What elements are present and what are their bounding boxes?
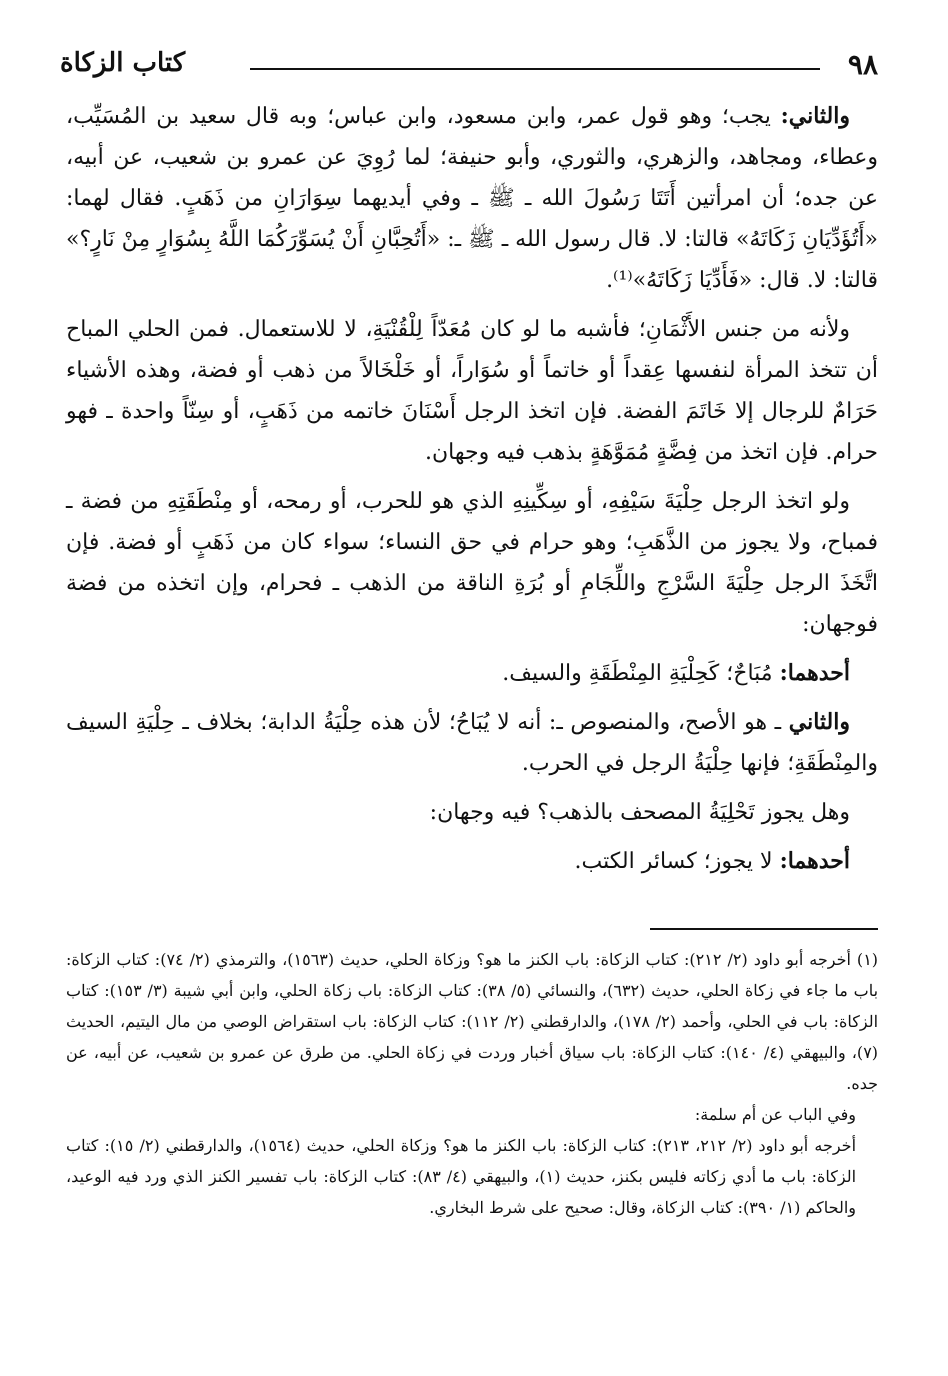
paragraph-1 (66, 96, 878, 301)
paragraph-7-text: لا يجوز؛ كسائر الكتب. (574, 849, 780, 874)
footnote-1-continuation: أخرجه أبو داود (٢/ ٢١٢، ٢١٣): كتاب الزكاة: باب الكنز ما هو؟ وزكاة الحلي، حديث (١٥٦٤)، والدارقطني (٢/ ١٥): كتاب الزكاة: باب ما أدي زكاته فليس بكنز، حديث (١)، والبيهقي (٤/ ٨٣): كتاب الزكاة: باب تفسير الكنز الذي ورد فيه الوعيد، والحاكم (١/ ٣٩٠): كتاب الزكاة، وقال: صحيح على شرط البخاري. (66, 1136, 857, 1217)
paragraph-5-text: ـ هو الأصح، والمنصوص ـ: أنه لا يُبَاحُ؛ لأن هذه حِلْيَةُ الدابة؛ بخلاف ـ حِلْيَةِ السيف والمِنْطَقَةِ؛ فإنها حِلْيَةُ الرجل في الحرب. (66, 710, 878, 776)
footnotes (66, 944, 878, 1223)
footnote-rule (650, 928, 878, 930)
paragraph-2: ولأنه من جنس الأَثْمَانِ؛ فأشبه ما لو كان مُعَدّاً لِلْقُنْيَةِ، لا للاستعمال. فمن الحلي المباح أن تتخذ المرأة لنفسها عِقداً أو خاتماً أو سُوَاراً، أو خَلْخَالاً من ذهب أو فضة، وهذه الأشياء حَرَامٌ للرجال إلا خَاتَمَ الفضة. فإن اتخذ الرجل أَسْنَانَ خاتمه من ذَهَبٍ، أو سِنّاً واحدة ـ فهو حرام. فإن اتخذ من فِضَّةٍ مُمَوَّهَةٍ بذهب فيه وجهان. (66, 317, 878, 465)
paragraph-5-lead: والثاني (788, 709, 850, 735)
running-title: كتاب الزكاة (60, 48, 186, 78)
paragraph-5 (66, 702, 878, 784)
paragraph-4-text: مُبَاحٌ؛ كَحِلْيَةِ المِنْطَقَةِ والسيف. (502, 661, 780, 686)
footnote-1: (١) أخرجه أبو داود (٢/ ٢١٢): كتاب الزكاة: باب الكنز ما هو؟ وزكاة الحلي، حديث (١٥٦٣)، والترمذي (٢/ ٧٤): كتاب الزكاة: باب ما جاء في زكاة الحلي، حديث (٦٣٢)، والنسائي (٥/ ٣٨): كتاب الزكاة: باب زكاة الحلي، وابن أبي شيبة (٣/ ١٥٣): كتاب الزكاة: باب في الحلي، وأحمد (٢/ ١٧٨)، والدارقطني (٢/ ١١٢): كتاب الزكاة: باب استقراض الوصي من مال اليتيم، الحديث (٧)، والبيهقي (٤/ ١٤٠): كتاب الزكاة: باب سياق أخبار وردت في زكاة الحلي. من طرق عن عمرو بن شعيب، عن أبيه، عن جده. (66, 950, 879, 1093)
paragraph-7-lead: أحدهما: (779, 848, 850, 874)
paragraph-1-text: يجب؛ وهو قول عمر، وابن مسعود، وابن عباس؛ وبه قال سعيد بن المُسَيِّب، وعطاء، ومجاهد، والزهري، والثوري، وأبو حنيفة؛ لما رُوِيَ عن عمرو بن شعيب، عن أبيه، عن جده؛ أن امرأتين أَتَتَا رَسُولَ الله ـ ﷺ ـ وفي أيديهما سِوَارَانِ من ذَهَبٍ. فقال لهما: «أَتُؤَدِّيَانِ زَكَاتَهُ» قالتا: لا. قال رسول الله ـ ﷺ ـ: «أَتُحِبَّانِ أَنْ يُسَوِّرَكُمَا اللَّهُ بِسُوَارٍ مِنْ نَارٍ؟» قالتا: لا. قال: «فَأَدِّيَا زَكَاتَهُ»⁽¹⁾. (66, 104, 878, 293)
header-rule (250, 68, 820, 70)
paragraph-6: وهل يجوز تَحْلِيَةُ المصحف بالذهب؟ فيه وجهان: (429, 800, 850, 825)
paragraph-1-lead: والثاني: (780, 103, 850, 129)
paragraph-4-lead: أحدهما: (779, 660, 850, 686)
main-text (66, 96, 878, 890)
paragraph-7 (66, 841, 878, 882)
paragraph-3: ولو اتخذ الرجل حِلْيَةَ سَيْفِهِ، أو سِكِّينِهِ الذي هو للحرب، أو رمحه، أو مِنْطَقَتِهِ من فضة ـ فمباح، ولا يجوز من الذَّهَبِ؛ وهو حرام في حق النساء؛ سواء كان من ذَهَبٍ أو فضة. فإن اتَّخَذَ الرجل حِلْيَةَ السَّرْجِ واللِّجَامِ أو بُرَةِ الناقة من الذهب ـ فحرام، وإن اتخذه من فضة فوجهان: (66, 489, 878, 637)
page-number: ٩٨ (847, 48, 878, 81)
page-header (60, 46, 878, 86)
footnote-1-heading: وفي الباب عن أم سلمة: (694, 1105, 856, 1124)
paragraph-4 (66, 653, 878, 694)
